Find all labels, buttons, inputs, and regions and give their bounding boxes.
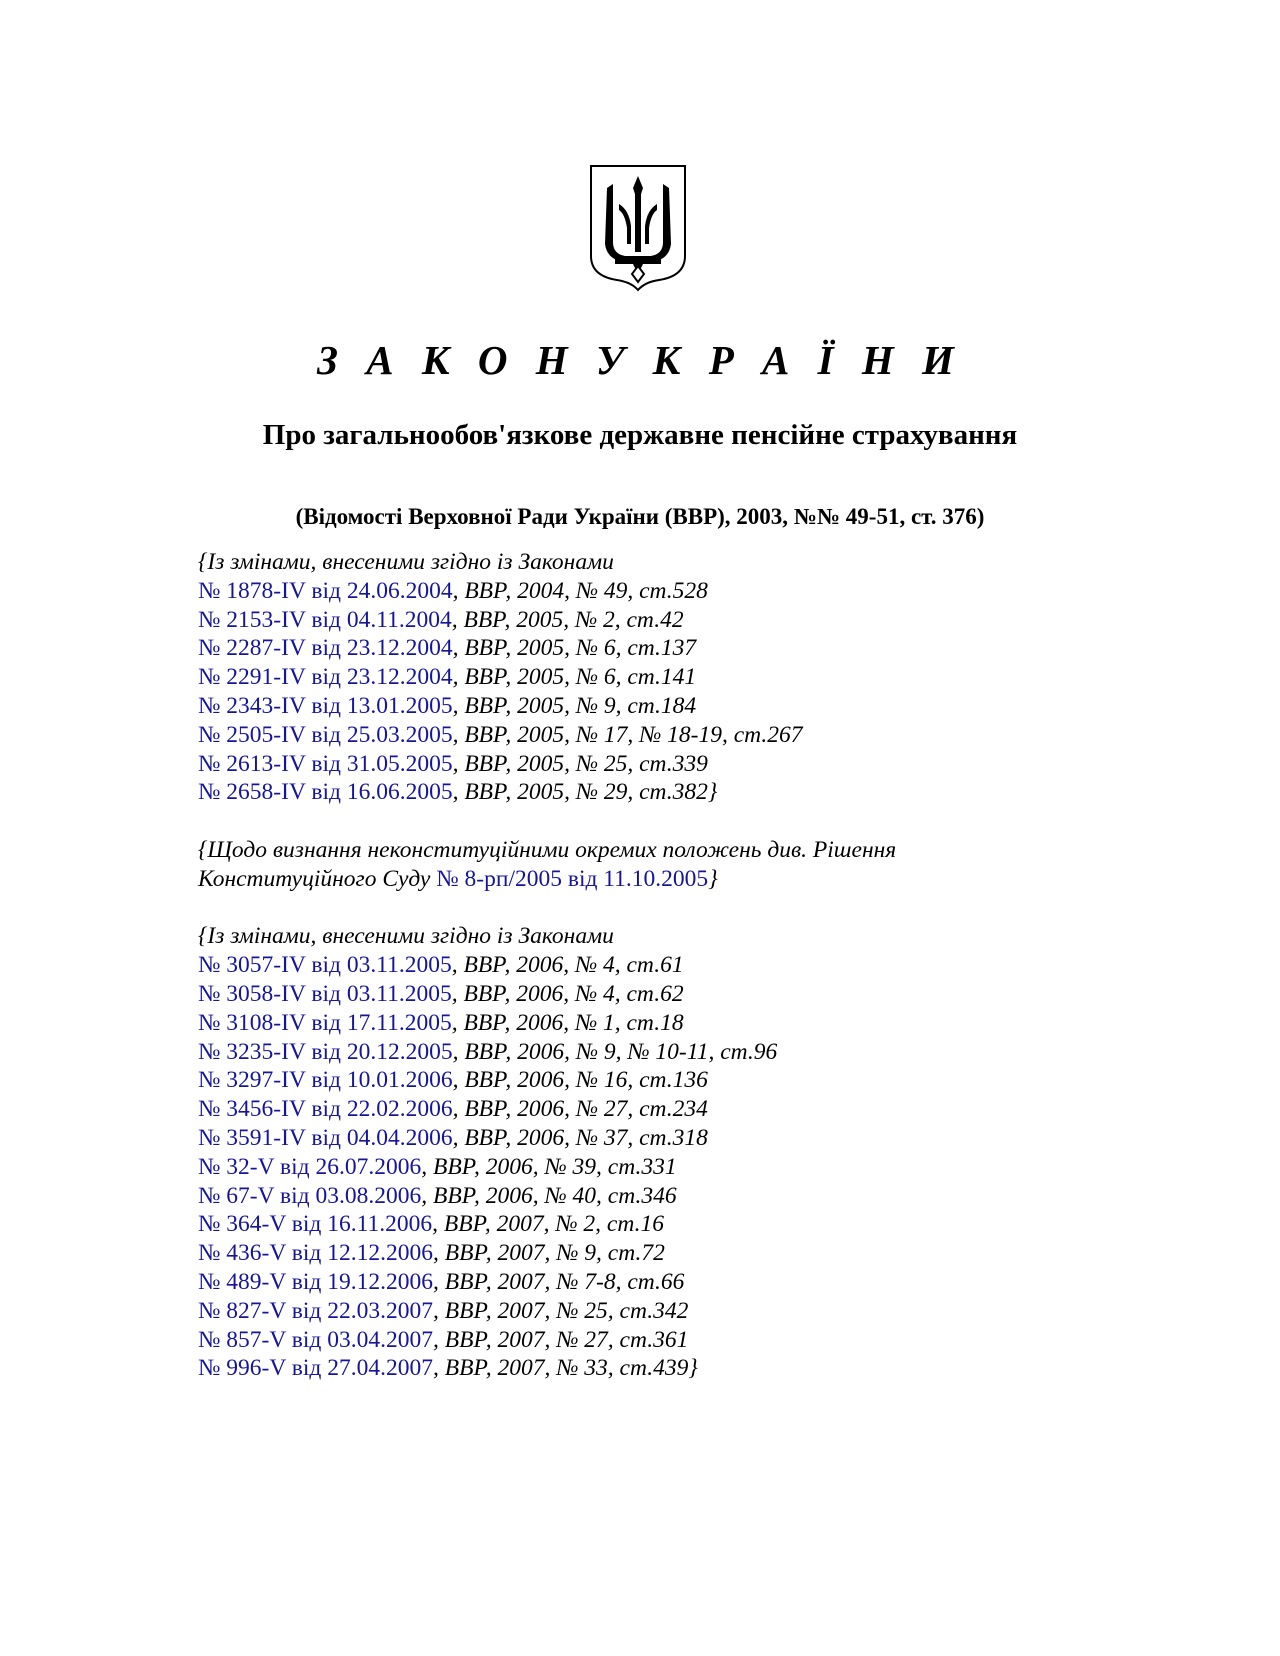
amendment-item [198, 663, 1218, 692]
court-decision-link[interactable]: № 8-рп/2005 від 11.10.2005 [436, 865, 709, 892]
coat-of-arms-icon [589, 164, 687, 292]
amendment-item [198, 951, 1218, 980]
amendment-publication-ref: , ВВР, 2006, № 16, ст.136 [452, 1067, 708, 1094]
amendment-law-link[interactable]: № 2343-IV від 13.01.2005 [198, 692, 453, 719]
amendments-section [198, 548, 1218, 1383]
amendment-law-link[interactable]: № 2613-IV від 31.05.2005 [198, 750, 453, 777]
amendment-publication-ref: , ВВР, 2007, № 27, ст.361 [433, 1326, 689, 1353]
amendment-publication-ref: , ВВР, 2005, № 2, ст.42 [451, 606, 684, 633]
court-note-prefix: Конституційного Суду [198, 865, 437, 892]
amendments-intro: {Із змінами, внесеними згідно із Законами [198, 923, 614, 950]
amendment-publication-ref: , ВВР, 2006, № 39, ст.331 [421, 1153, 677, 1180]
amendment-item [198, 1268, 1218, 1297]
court-note-line: {Щодо визнання неконституційними окремих положень див. Рішення [198, 836, 897, 863]
amendment-item [198, 692, 1218, 721]
amendment-law-link[interactable]: № 364-V від 16.11.2006 [198, 1211, 433, 1238]
amendment-item [198, 1009, 1218, 1038]
amendment-law-link[interactable]: № 3108-IV від 17.11.2005 [198, 1009, 452, 1036]
amendments-list-2 [198, 922, 1218, 1383]
amendment-law-link[interactable]: № 3456-IV від 22.02.2006 [198, 1096, 453, 1123]
amendment-law-link[interactable]: № 489-V від 19.12.2006 [198, 1268, 433, 1295]
amendment-item [198, 577, 1218, 606]
amendment-item [198, 1239, 1218, 1268]
amendment-law-link[interactable]: № 3591-IV від 04.04.2006 [198, 1124, 453, 1151]
amendment-law-link[interactable]: № 1878-IV від 24.06.2004 [198, 577, 453, 604]
amendment-law-link[interactable]: № 3057-IV від 03.11.2005 [198, 952, 452, 979]
amendment-publication-ref: , ВВР, 2005, № 17, № 18-19, ст.267 [452, 721, 803, 748]
amendment-item [198, 1326, 1218, 1355]
publication-reference: (Відомості Верховної Ради України (ВВР), 2003, №№ 49-51, ст. 376) [295, 504, 985, 529]
amendment-publication-ref: , ВВР, 2006, № 4, ст.62 [451, 980, 684, 1007]
amendment-publication-ref: , ВВР, 2006, № 27, ст.234 [452, 1096, 708, 1123]
amendment-law-link[interactable]: № 3297-IV від 10.01.2006 [198, 1067, 453, 1094]
amendment-law-link[interactable]: № 3235-IV від 20.12.2005 [198, 1038, 453, 1065]
court-decision-note [198, 836, 1218, 894]
amendment-item [198, 1066, 1218, 1095]
amendment-law-link[interactable]: № 2658-IV від 16.06.2005 [198, 779, 453, 806]
amendment-law-link[interactable]: № 857-V від 03.04.2007 [198, 1326, 433, 1353]
amendment-publication-ref: , ВВР, 2005, № 6, ст.137 [452, 635, 697, 662]
amendment-publication-ref: , ВВР, 2005, № 25, ст.339 [452, 750, 708, 777]
amendment-item [198, 1182, 1218, 1211]
amendment-law-link[interactable]: № 2505-IV від 25.03.2005 [198, 721, 453, 748]
amendment-law-link[interactable]: № 2153-IV від 04.11.2004 [198, 606, 452, 633]
amendment-publication-ref: , ВВР, 2007, № 7-8, ст.66 [433, 1268, 685, 1295]
court-note-suffix: } [708, 865, 718, 892]
amendment-item [198, 1297, 1218, 1326]
amendment-publication-ref: , ВВР, 2007, № 33, ст.439} [433, 1355, 698, 1382]
amendment-publication-ref: , ВВР, 2007, № 9, ст.72 [433, 1240, 665, 1267]
amendments-intro: {Із змінами, внесеними згідно із Законами [198, 549, 614, 575]
amendment-publication-ref: , ВВР, 2006, № 1, ст.18 [451, 1009, 684, 1036]
amendment-publication-ref: , ВВР, 2006, № 4, ст.61 [451, 952, 684, 979]
amendment-item [198, 1210, 1218, 1239]
amendment-publication-ref: , ВВР, 2006, № 37, ст.318 [452, 1124, 708, 1151]
amendment-item [198, 1354, 1218, 1383]
amendment-item [198, 750, 1218, 779]
amendment-publication-ref: , ВВР, 2005, № 9, ст.184 [452, 692, 697, 719]
amendment-publication-ref: , ВВР, 2006, № 40, ст.346 [421, 1182, 677, 1209]
amendment-law-link[interactable]: № 996-V від 27.04.2007 [198, 1355, 433, 1382]
amendment-law-link[interactable]: № 67-V від 03.08.2006 [198, 1182, 422, 1209]
amendment-item [198, 1095, 1218, 1124]
amendments-list-1 [198, 548, 1218, 807]
amendment-publication-ref: , ВВР, 2006, № 9, № 10-11, ст.96 [452, 1038, 778, 1065]
amendment-item [198, 634, 1218, 663]
amendment-law-link[interactable]: № 3058-IV від 03.11.2005 [198, 980, 452, 1007]
amendment-law-link[interactable]: № 2291-IV від 23.12.2004 [198, 664, 453, 691]
law-title: Про загальнообов'язкове державне пенсійне страхування [262, 419, 1018, 451]
amendment-item [198, 606, 1218, 635]
amendment-law-link[interactable]: № 2287-IV від 23.12.2004 [198, 635, 453, 662]
amendment-item [198, 721, 1218, 750]
amendment-item [198, 778, 1218, 807]
amendment-law-link[interactable]: № 827-V від 22.03.2007 [198, 1297, 433, 1324]
amendment-publication-ref: , ВВР, 2007, № 25, ст.342 [433, 1297, 689, 1324]
law-heading: З А К О Н У К Р А Ї Н И [317, 337, 963, 383]
amendment-item [198, 980, 1218, 1009]
amendment-law-link[interactable]: № 32-V від 26.07.2006 [198, 1153, 422, 1180]
amendment-publication-ref: , ВВР, 2007, № 2, ст.16 [432, 1211, 664, 1238]
amendment-item [198, 1153, 1218, 1182]
amendment-publication-ref: , ВВР, 2005, № 29, ст.382} [452, 779, 718, 806]
amendment-law-link[interactable]: № 436-V від 12.12.2006 [198, 1240, 433, 1267]
amendment-publication-ref: , ВВР, 2004, № 49, ст.528 [452, 577, 708, 604]
amendment-item [198, 1038, 1218, 1067]
amendment-publication-ref: , ВВР, 2005, № 6, ст.141 [452, 664, 697, 691]
amendment-item [198, 1124, 1218, 1153]
